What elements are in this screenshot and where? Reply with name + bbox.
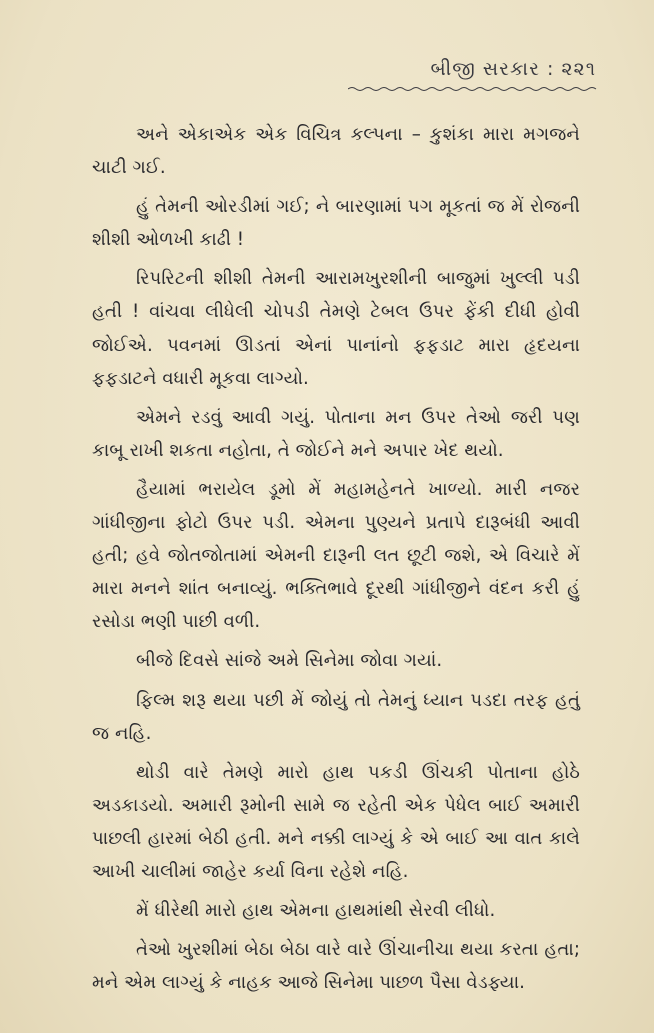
paragraph: ફિલ્મ શરૂ થયા પછી મેં જોયું તો તેમનું ધ્યાન પડદા તરફ હતું જ નહિ. — [92, 689, 580, 744]
paragraph: રિપરિટની શીશી તેમની આરામખુરશીની બાજુમાં ખુલ્લી પડી હતી ! વાંચવા લીધેલી ચોપડી તેમણે ટેબલ ઉપર ફેંકી દીધી હોવી જોઈએ. પવનમાં ઊડતાં એનાં પાનાંનો ફફડાટ મારા હૃદયના ફફડાટને વધારી મૂકવા લાગ્યો. — [92, 268, 580, 389]
running-header: બીજી સરકાર : ૨૨૧ — [430, 58, 596, 80]
paragraph: અને એકાએક એક વિચિત્ર કલ્પના – કુશંકા મારા મગજને ચાટી ગઈ. — [92, 124, 580, 179]
paragraph: હું તેમની ઓરડીમાં ગઈ; ને બારણામાં પગ મૂકતાં જ મેં રોજની શીશી ઓળખી કાઢી ! — [92, 196, 580, 251]
body-text — [92, 118, 580, 1005]
paragraph: બીજે દિવસે સાંજે અમે સિનેમા જોવા ગયાં. — [136, 650, 443, 672]
paragraph: તેઓ ખુરશીમાં બેઠા બેઠા વારે વારે ઊંચાનીચા થયા કરતા હતા; મને એમ લાગ્યું કે નાહક આજે સિનેમા પાછળ પૈસા વેડફ્યા. — [92, 939, 580, 994]
paragraph: એમને રડવું આવી ગયું. પોતાના મન ઉપર તેઓ જરી પણ કાબૂ રાખી શકતા નહોતા, તે જોઈને મને અપાર ખેદ થયો. — [92, 406, 580, 461]
paragraph: હૈયામાં ભરાયેલ ડૂમો મેં મહામહેનતે ખાળ્યો. મારી નજર ગાંધીજીના ફોટો ઉપર પડી. એમના પુણ્યને પ્રતાપે દારૂબંધી આવી હતી; હવે જોતજોતામાં એમની દારૂની લત છૂટી જશે, એ વિચારે મેં મારા મનને શાંત બનાવ્યું. ભક્તિભાવે દૂરથી ગાંધીજીને વંદન કરી હું રસોડા ભણી પાછી વળી. — [92, 478, 580, 633]
wavy-rule — [348, 86, 598, 92]
paragraph: મેં ધીરેથી મારો હાથ એમના હાથમાંથી સેરવી લીધો. — [136, 900, 496, 922]
paragraph: થોડી વારે તેમણે મારો હાથ પકડી ઊંચકી પોતાના હોઠે અડકાડયો. અમારી રૂમોની સામે જ રહેતી એક પેધેલ બાઈ અમારી પાછલી હારમાં બેઠી હતી. મને નક્કી લાગ્યું કે એ બાઈ આ વાત કાલે આખી ચાલીમાં જાહેર કર્યા વિના રહેશે નહિ. — [92, 761, 580, 882]
